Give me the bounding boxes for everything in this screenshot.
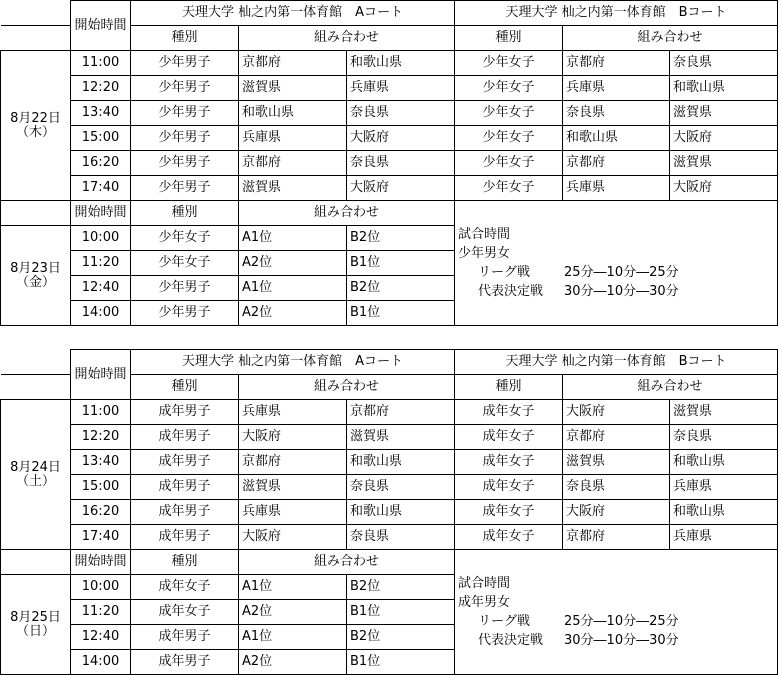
court-b-header: 天理大学 杣之内第一体育館 Bコート [455,1,778,26]
category-header: 種別 [131,26,239,51]
team-cell: 京都府 [563,51,670,76]
date-cell [1,51,71,201]
time-cell: 10:00 [71,226,131,251]
team-cell: B2位 [347,575,455,600]
start-time-header: 開始時間 [71,350,131,400]
team-cell: 奈良県 [563,101,670,126]
team-cell: A1位 [239,625,347,650]
note-group: 成年男女 [458,595,511,610]
note-final [458,282,777,301]
date-label: 8月22日 [10,110,61,126]
category-cell: 成年女子 [131,575,239,600]
weekday-label: （金） [15,274,55,290]
corner-blank [1,1,71,26]
date-label: 8月23日 [10,260,61,276]
team-cell: 大阪府 [239,525,347,550]
date-cell [1,226,71,326]
category-cell: 少年男子 [131,51,239,76]
league-label: リーグ戦 [478,614,531,629]
category-cell: 成年女子 [455,425,563,450]
note-group: 少年男女 [458,246,511,261]
time-cell: 17:40 [71,525,131,550]
start-time-header: 開始時間 [71,550,131,575]
note-final [458,631,777,650]
team-cell: A1位 [239,575,347,600]
category-cell: 少年男子 [131,151,239,176]
team-cell: 奈良県 [347,101,455,126]
time-cell: 17:40 [71,176,131,201]
category-cell: 少年女子 [455,151,563,176]
time-cell: 11:00 [71,400,131,425]
final-time: 30分―10分―30分 [564,284,679,299]
category-cell: 成年女子 [131,600,239,625]
time-cell: 10:00 [71,575,131,600]
team-cell: 奈良県 [563,475,670,500]
team-cell: 滋賀県 [670,151,778,176]
team-cell: 兵庫県 [670,525,778,550]
team-cell: 奈良県 [347,525,455,550]
team-cell: A2位 [239,301,347,326]
matchup-header: 組み合わせ [239,201,455,226]
team-cell: 京都府 [239,51,347,76]
category-cell: 少年男子 [131,101,239,126]
category-cell: 成年女子 [455,525,563,550]
team-cell: 大阪府 [670,176,778,201]
weekday-label: （木） [15,124,55,140]
matchup-header: 組み合わせ [239,26,455,51]
date-cell [1,400,71,550]
team-cell: 大阪府 [347,126,455,151]
category-cell: 少年女子 [131,226,239,251]
time-cell: 12:20 [71,425,131,450]
team-cell: 滋賀県 [347,425,455,450]
category-cell: 少年女子 [455,76,563,101]
category-header: 種別 [131,550,239,575]
category-cell: 少年女子 [455,176,563,201]
schedule-table-youth [0,0,778,326]
matchup-header: 組み合わせ [563,375,778,400]
final-time: 30分―10分―30分 [564,633,679,648]
category-cell: 成年男子 [131,525,239,550]
team-cell: B1位 [347,301,455,326]
time-cell: 11:20 [71,600,131,625]
team-cell: A2位 [239,650,347,675]
team-cell: 和歌山県 [239,101,347,126]
team-cell: 滋賀県 [670,101,778,126]
team-cell: B2位 [347,276,455,301]
team-cell: 京都府 [563,151,670,176]
team-cell: 京都府 [563,525,670,550]
time-cell: 11:00 [71,51,131,76]
team-cell: A2位 [239,251,347,276]
court-a-header: 天理大学 杣之内第一体育館 Aコート [131,1,455,26]
team-cell: 和歌山県 [347,500,455,525]
category-cell: 少年女子 [455,101,563,126]
schedule-table-adult [0,349,778,675]
matchup-header: 組み合わせ [239,550,455,575]
team-cell: 滋賀県 [239,475,347,500]
team-cell: 奈良県 [670,51,778,76]
team-cell: 兵庫県 [563,176,670,201]
start-time-header: 開始時間 [71,201,131,226]
team-cell: A1位 [239,276,347,301]
league-time: 25分―10分―25分 [564,614,679,629]
team-cell: 大阪府 [347,176,455,201]
weekday-label: （土） [15,473,55,489]
category-header: 種別 [131,201,239,226]
matchup-header: 組み合わせ [563,26,778,51]
final-label: 代表決定戦 [478,284,544,299]
team-cell: 奈良県 [347,475,455,500]
category-cell: 成年男子 [131,500,239,525]
team-cell: 兵庫県 [239,500,347,525]
team-cell: 滋賀県 [563,450,670,475]
team-cell: 滋賀県 [670,400,778,425]
team-cell: 大阪府 [563,400,670,425]
category-cell: 少年男子 [131,301,239,326]
team-cell: 兵庫県 [563,76,670,101]
time-cell: 16:20 [71,500,131,525]
category-cell: 少年男子 [131,126,239,151]
category-cell: 少年女子 [455,126,563,151]
category-cell: 少年女子 [131,251,239,276]
corner-blank [1,350,71,375]
team-cell: 京都府 [347,400,455,425]
note-league [458,612,777,631]
team-cell: 和歌山県 [670,450,778,475]
category-cell: 少年男子 [131,276,239,301]
team-cell: 奈良県 [347,151,455,176]
team-cell: 大阪府 [239,425,347,450]
time-cell: 14:00 [71,650,131,675]
match-duration-note [455,550,778,675]
time-cell: 12:20 [71,76,131,101]
team-cell: 和歌山県 [563,126,670,151]
category-cell: 少年男子 [131,176,239,201]
league-time: 25分―10分―25分 [564,265,679,280]
team-cell: 兵庫県 [239,400,347,425]
category-cell: 成年男子 [131,475,239,500]
category-header: 種別 [455,375,563,400]
time-cell: 12:40 [71,276,131,301]
team-cell: B2位 [347,625,455,650]
category-header: 種別 [131,375,239,400]
team-cell: 和歌山県 [670,500,778,525]
time-cell: 11:20 [71,251,131,276]
team-cell: 兵庫県 [670,475,778,500]
team-cell: 大阪府 [670,126,778,151]
category-cell: 成年男子 [131,650,239,675]
team-cell: 滋賀県 [239,176,347,201]
corner-blank [1,375,71,400]
time-cell: 13:40 [71,450,131,475]
category-cell: 成年女子 [455,500,563,525]
blank-cell [1,201,71,226]
matchup-header: 組み合わせ [239,375,455,400]
note-league [458,263,777,282]
category-cell: 成年男子 [131,425,239,450]
note-title: 試合時間 [458,227,511,242]
category-header: 種別 [455,26,563,51]
team-cell: 京都府 [563,425,670,450]
time-cell: 16:20 [71,151,131,176]
category-cell: 少年女子 [455,51,563,76]
team-cell: 奈良県 [670,425,778,450]
category-cell: 成年男子 [131,625,239,650]
category-cell: 成年女子 [455,450,563,475]
team-cell: 京都府 [239,450,347,475]
time-cell: 14:00 [71,301,131,326]
team-cell: B2位 [347,226,455,251]
team-cell: 和歌山県 [670,76,778,101]
time-cell: 13:40 [71,101,131,126]
time-cell: 12:40 [71,625,131,650]
blank-cell [1,550,71,575]
time-cell: 15:00 [71,126,131,151]
team-cell: 大阪府 [563,500,670,525]
corner-blank [1,26,71,51]
weekday-label: （日） [15,623,55,639]
court-a-header: 天理大学 杣之内第一体育館 Aコート [131,350,455,375]
league-label: リーグ戦 [478,265,531,280]
team-cell: 和歌山県 [347,51,455,76]
category-cell: 成年男子 [131,400,239,425]
category-cell: 少年男子 [131,76,239,101]
time-cell: 15:00 [71,475,131,500]
category-cell: 成年女子 [455,475,563,500]
team-cell: 兵庫県 [239,126,347,151]
team-cell: B1位 [347,600,455,625]
final-label: 代表決定戦 [478,633,544,648]
team-cell: A1位 [239,226,347,251]
note-title: 試合時間 [458,576,511,591]
team-cell: B1位 [347,251,455,276]
team-cell: 京都府 [239,151,347,176]
date-label: 8月25日 [10,609,61,625]
date-label: 8月24日 [10,459,61,475]
team-cell: 兵庫県 [347,76,455,101]
team-cell: 滋賀県 [239,76,347,101]
match-duration-note [455,201,778,326]
team-cell: B1位 [347,650,455,675]
team-cell: A2位 [239,600,347,625]
date-cell [1,575,71,675]
start-time-header: 開始時間 [71,1,131,51]
court-b-header: 天理大学 杣之内第一体育館 Bコート [455,350,778,375]
category-cell: 成年男子 [131,450,239,475]
team-cell: 和歌山県 [347,450,455,475]
category-cell: 成年女子 [455,400,563,425]
